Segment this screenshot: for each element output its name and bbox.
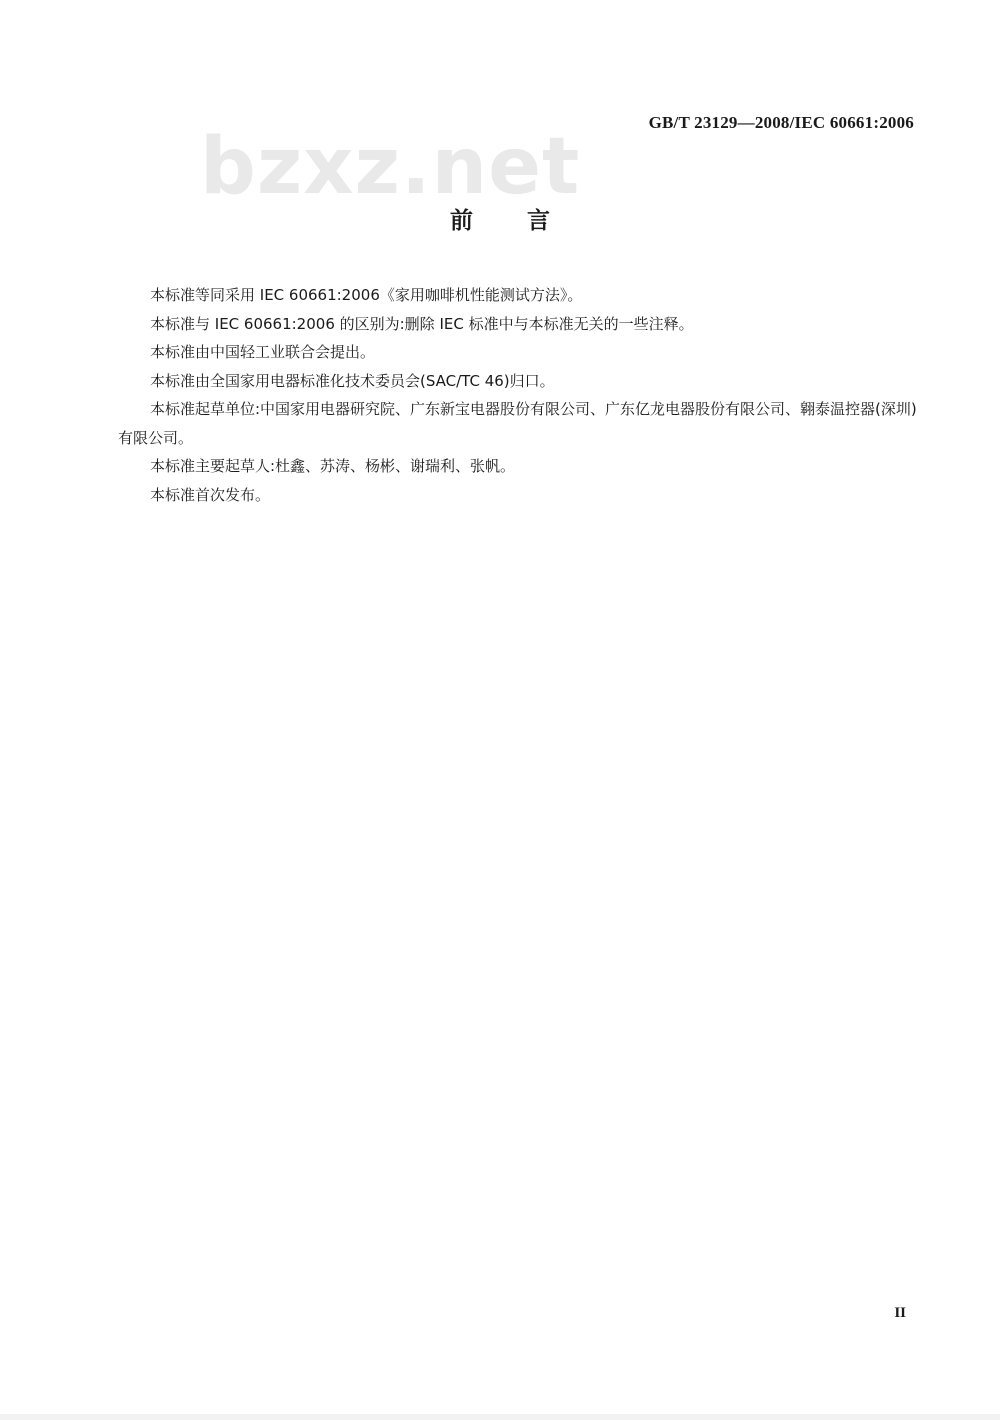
foreword-body [118, 281, 926, 509]
page-edge [0, 1414, 1000, 1420]
page-number: II [894, 1305, 906, 1321]
paragraph: 本标准与 IEC 60661:2006 的区别为:删除 IEC 标准中与本标准无关的一些注释。 [150, 314, 694, 333]
paragraph: 本标准由中国轻工业联合会提出。 [150, 343, 376, 361]
page-title: 前言 [450, 208, 604, 234]
paragraph: 本标准由全国家用电器标准化技术委员会(SAC/TC 46)归口。 [150, 371, 555, 390]
paragraph: 本标准首次发布。 [150, 485, 271, 504]
watermark: bzxz.net [200, 122, 581, 212]
standard-code: GB/T 23129—2008/IEC 60661:2006 [648, 113, 914, 132]
paragraph: 本标准起草单位:中国家用电器研究院、广东新宝电器股份有限公司、广东亿龙电器股份有限公司、翱泰温控器(深圳)有限公司。 [118, 400, 917, 447]
paragraph: 本标准主要起草人:杜鑫、苏涛、杨彬、谢瑞利、张帆。 [150, 457, 516, 475]
paragraph: 本标准等同采用 IEC 60661:2006《家用咖啡机性能测试方法》。 [150, 286, 583, 304]
